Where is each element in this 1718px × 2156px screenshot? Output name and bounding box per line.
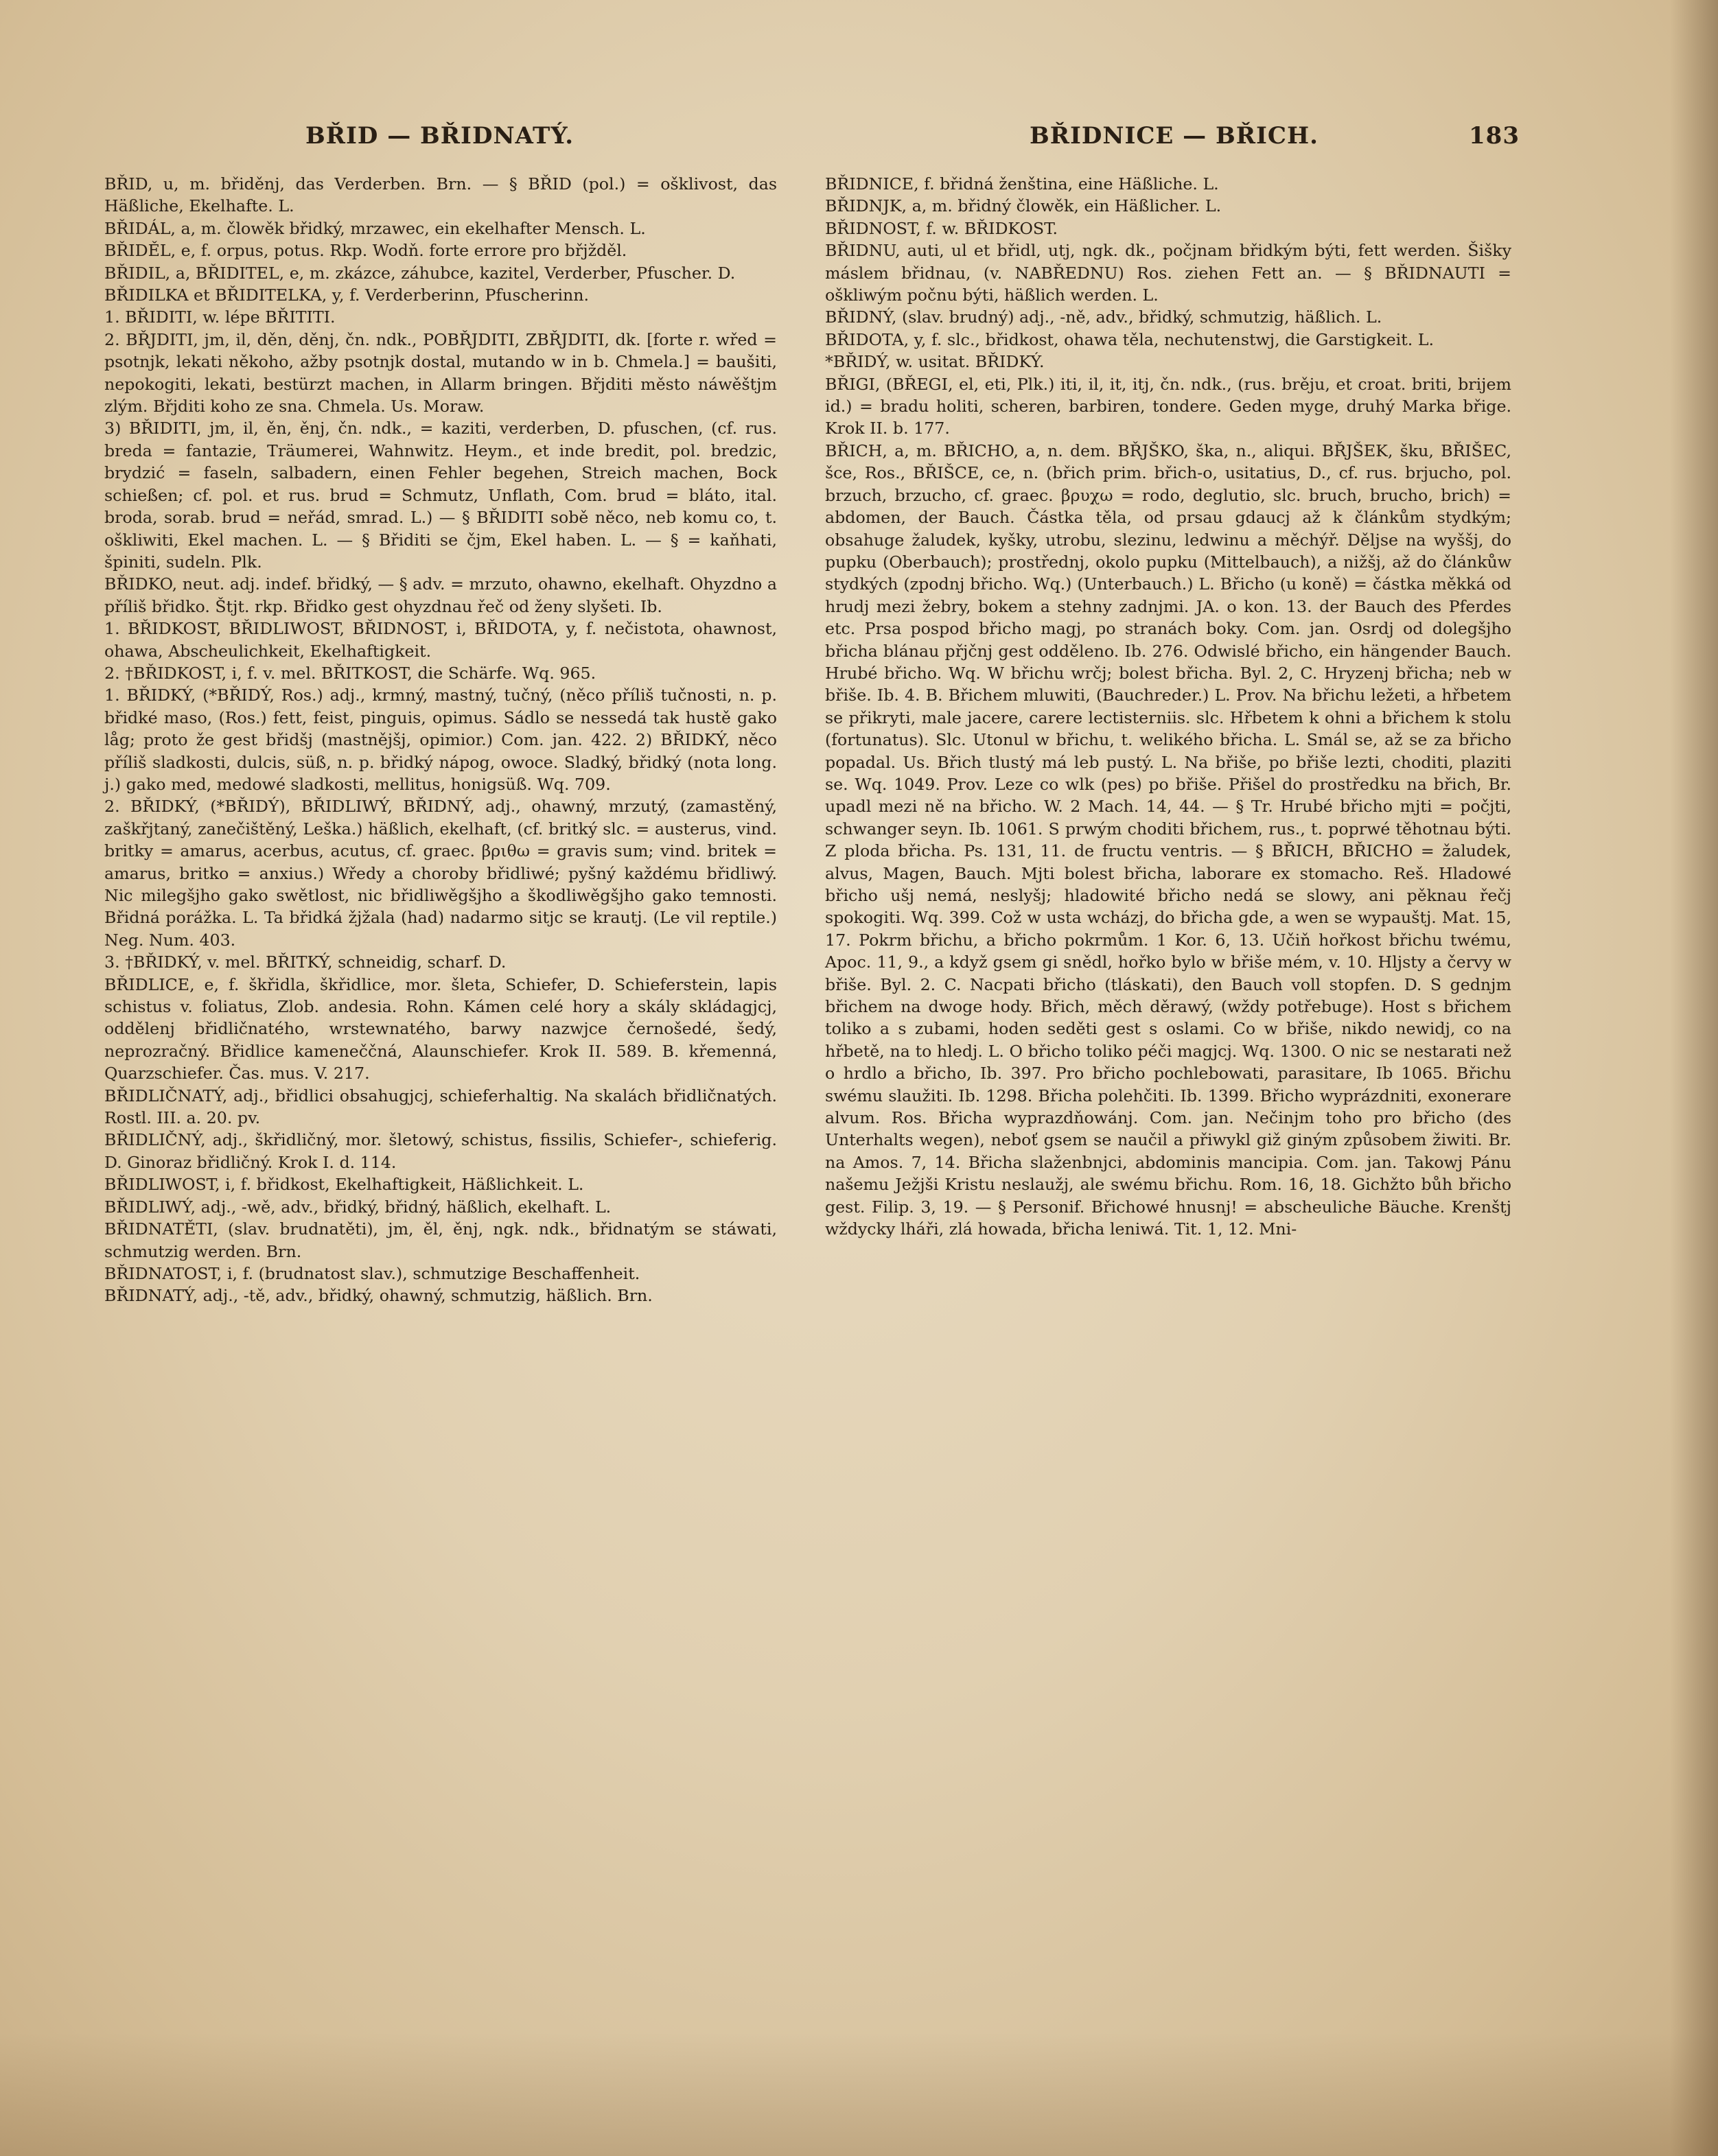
dictionary-entry: BŘIDILKA et BŘIDITELKA, y, f. Verderberinn, Pfuscherinn. <box>104 285 590 305</box>
dictionary-entry: BŘIDKO, neut. adj. indef. břidký, — § adv. = mrzuto, ohawno, ekelhaft. Ohyzdno a příliš břidko. Štjt. rkp. Břidko gest ohyzdnau řeč od ženy slyšeti. Ib. <box>104 574 777 616</box>
page-bottom-shadow <box>0 2032 1718 2156</box>
dictionary-entry: BŘIDNÝ, (slav. brudný) adj., -ně, adv., břidký, schmutzig, häßlich. L. <box>825 307 1382 327</box>
dictionary-entry: BŘIGI, (BŘEGI, el, eti, Plk.) iti, il, it, itj, čn. ndk., (rus. brěju, et croat. briti, brijem id.) = bradu holiti, scheren, barbiren, tondere. Geden myge, druhý Marka břige. Krok II. b. 177. <box>825 374 1511 438</box>
running-head-left: BŘID — BŘIDNATÝ. <box>305 122 574 150</box>
dictionary-entry: BŘIDNU, auti, ul et břidl, utj, ngk. dk., počjnam břidkým býti, fett werden. Šišky máslem břidnau, (v. NABŘEDNU) Ros. ziehen Fett an. — § BŘIDNAUTI = oškliwým počnu býti, häßlich werden. L. <box>825 241 1511 305</box>
dictionary-entry: BŘIDNOST, f. w. BŘIDKOST. <box>825 218 1058 238</box>
dictionary-entry: BŘIDÁL, a, m. člowěk břidký, mrzawec, ein ekelhafter Mensch. L. <box>104 218 646 238</box>
dictionary-entry: 1. BŘIDITI, w. lépe BŘITITI. <box>104 307 336 327</box>
dictionary-entry: 2. BŘIDKÝ, (*BŘIDÝ), BŘIDLIWÝ, BŘIDNÝ, adj., ohawný, mrzutý, (zamastěný, zaškřjtaný, zanečištěný, Leška.) häßlich, ekelhaft, (cf. britký slc. = austerus, vind. britky = amarus, acerbus, acutus, cf. graec. βριθω = gravis sum; vind. britek = amarus, britko = anxius.) Wředy a choroby břidliwé; pyšný každému břidliwý. Nic milegšjho gako swětlost, nic břidliwěgšjho a škodliwěgšjho gako temnosti. Břidná porážka. L. Ta břidká žjžala (had) nadarmo sitjc se krautj. (Le vil reptile.) Neg. Num. 403. <box>104 797 777 950</box>
dictionary-entry: BŘIDLIWOST, i, f. břidkost, Ekelhaftigkeit, Häßlichkeit. L. <box>104 1175 584 1195</box>
dictionary-entry: BŘIDĚL, e, f. orpus, potus. Rkp. Wodň. forte errore pro břjžděl. <box>104 241 627 261</box>
dictionary-entry: BŘIDNATĚTI, (slav. brudnatěti), jm, ěl, ěnj, ngk. ndk., břidnatým se stáwati, schmutzig werden. Brn. <box>104 1219 777 1261</box>
dictionary-entry: BŘIDIL, a, BŘIDITEL, e, m. zkázce, záhubce, kazitel, Verderber, Pfuscher. D. <box>104 263 736 283</box>
dictionary-entry: BŘID, u, m. břiděnj, das Verderben. Brn. — § BŘID (pol.) = ošklivost, das Häßliche, Ekelhafte. L. <box>104 174 777 216</box>
dictionary-entry: BŘICH, a, m. BŘICHO, a, n. dem. BŘJŠKO, ška, n., aliqui. BŘJŠEK, šku, BŘIŠEC, šce, Ros., BŘIŠCE, ce, n. (břich prim. břich-o, usitatius, D., cf. rus. brjucho, pol. brzuch, brzucho, cf. graec. βρυχω = rodo, deglutio, slc. bruch, brucho, brich) = abdomen, der Bauch. Částka těla, od prsau gdaucj až k článkům stydkým; obsahuge žaludek, kyšky, utrobu, slezinu, ledwinu a měchýř. Děljse na wyššj, do pupku (Oberbauch); prostřednj, okolo pupku (Mittelbauch), a nižšj, až do článkůw stydkých (zpodnj břicho. Wq.) (Unterbauch.) L. Břicho (u koně) = částka měkká od hrudj mezi žebry, bokem a stehny zadnjmi. JA. o kon. 13. der Bauch des Pferdes etc. Prsa pospod břicho magj, po stranách boky. Com. jan. Osrdj od dolegšjho břicha blánau přjčnj gest odděleno. Ib. 276. Odwislé břicho, ein hängender Bauch. Hrubé břicho. Wq. W břichu wrčj; bolest břicha. Byl. 2, C. Hryzenj břicha; neb w břiše. Ib. 4. B. Břichem mluwiti, (Bauchreder.) L. Prov. Na břichu ležeti, a hřbetem se přikryti, male jacere, carere lectisterniis. slc. Hřbetem k ohni a břichem k stolu (fortunatus). Slc. Utonul w břichu, t. welikého břicha. L. Smál se, až se za břicho popadal. Us. Břich tlustý má leb pustý. L. Na břiše, po břiše lezti, choditi, plaziti se. Wq. 1049. Prov. Leze co wlk (pes) po břiše. Přišel do prostředku na břich, Br. upadl mezi ně na břicho. W. 2 Mach. 14, 44. — § Tr. Hrubé břicho mjti = počjti, schwanger seyn. Ib. 1061. S prwým choditi břichem, rus., t. poprwé těhotnau býti. Z ploda břicha. Ps. 131, 11. de fructu ventris. — § BŘICH, BŘICHO = žaludek, alvus, Magen, Bauch. Mjti bolest břicha, laborare ex stomacho. Reš. Hladowé břicho ušj nemá, neslyšj; hladowité břicho nedá se slowy, ani pěknau řečj spokogiti. Wq. 399. Což w usta wcházj, do břicha gde, a wen se wypauštj. Mat. 15, 17. Pokrm břichu, a břicho pokrmům. 1 Kor. 6, 13. Učiň hořkost břichu twému, Apoc. 11, 9., a když gsem gi snědl, hořko bylo w břiše mém, v. 10. Hljsty a červy w břiše. Byl. 2. C. Nacpati břicho (tláskati), den Bauch voll stopfen. D. S gednjm břichem na dwoge hody. Břich, měch děrawý, (wždy potřebuge). Host s břichem toliko a s zubami, hoden seděti gest s oslami. Co w břiše, nikdo newidj, co na hřbetě, na to hledj. L. O břicho toliko péči magjcj. Wq. 1300. O nic se nestarati než o hrdlo a břicho, Ib. 397. Pro břicho pochlebowati, parasitare, Ib 1065. Břichu swému slaužiti. Ib. 1298. Břicha polehčiti. Ib. 1399. Břicho wyprázdniti, exonerare alvum. Ros. Břicha wyprazdňowánj. Com. jan. Nečinjm toho pro břicho (des Unterhalts wegen), neboť gsem se naučil a přiwykl giž giným způsobem žiwiti. Br. na Amos. 7, 14. Břicha slaženbnjci, abdominis mancipia. Com. jan. Takowj Pánu našemu Ježjši Kristu neslaužj, ale swému břichu. Rom. 16, 18. Gichžto bůh břicho gest. Filip. 3, 19. — § Personif. Břichowé hnusnj! = abscheuliche Bäuche. Krenštj wždycky lháři, zlá howada, břicha leniwá. Tit. 1, 12. Mni- <box>825 441 1511 1239</box>
dictionary-entry: BŘIDOTA, y, f. slc., břidkost, ohawa těla, nechutenstwj, die Garstigkeit. L. <box>825 329 1435 349</box>
dictionary-entry: BŘIDLIČNÝ, adj., škřidličný, mor. šletowý, schistus, fissilis, Schiefer-, schieferig. D. Ginoraz břidličný. Krok I. d. 114. <box>104 1130 777 1172</box>
dictionary-entry: *BŘIDÝ, w. usitat. BŘIDKÝ. <box>825 352 1045 372</box>
dictionary-entry: BŘIDLIČNATÝ, adj., břidlici obsahugjcj, schieferhaltig. Na skalách břidličnatých. Rostl. III. a. 20. pv. <box>104 1086 777 1128</box>
dictionary-entry: BŘIDNATOST, i, f. (brudnatost slav.), schmutzige Beschaffenheit. <box>104 1263 640 1283</box>
dictionary-entry: BŘIDNATÝ, adj., -tě, adv., břidký, ohawný, schmutzig, häßlich. Brn. <box>104 1286 653 1306</box>
dictionary-entry: 3. †BŘIDKÝ, v. mel. BŘITKÝ, schneidig, scharf. D. <box>104 952 507 972</box>
page-number: 183 <box>1469 122 1520 150</box>
dictionary-entry: 2. †BŘIDKOST, i, f. v. mel. BŘITKOST, die Schärfe. Wq. 965. <box>104 663 596 683</box>
page-edge-shadow <box>1670 0 1718 2156</box>
dictionary-entry: BŘIDNJK, a, m. břidný člowěk, ein Häßlicher. L. <box>825 196 1222 216</box>
dictionary-entry: 1. BŘIDKÝ, (*BŘIDÝ, Ros.) adj., krmný, mastný, tučný, (něco příliš tučnosti, n. p. břidké maso, (Ros.) fett, feist, pinguis, opimus. Sádlo se nessedá tak hustě gako låg; proto že gest břidšj (mastnějšj, opimior.) Com. jan. 422. 2) BŘIDKÝ, něco příliš sladkosti, dulcis, süß, n. p. břidký nápog, owoce. Sladký, břidký (nota long. j.) gako med, medowé sladkosti, mellitus, honigsüß. Wq. 709. <box>104 686 777 794</box>
running-head-right: BŘIDNICE — BŘICH. <box>1030 122 1319 150</box>
dictionary-entry: 2. BŘJDITI, jm, il, děn, děnj, čn. ndk., POBŘJDITI, ZBŘJDITI, dk. [forte r. wřed = psotnjk, lekati někoho, ažby psotnjk dostal, mutando w in b. Chmela.] = baušiti, nepokogiti, lekati, bestürzt machen, in Allarm bringen. Břjditi město náwěštjm zlým. Břjditi koho ze sna. Chmela. Us. Moraw. <box>104 329 777 417</box>
dictionary-entry: BŘIDLIWÝ, adj., -wě, adv., břidký, břidný, häßlich, ekelhaft. L. <box>104 1197 612 1217</box>
dictionary-entry: BŘIDNICE, f. břidná ženština, eine Häßliche. L. <box>825 174 1219 194</box>
dictionary-entry: 1. BŘIDKOST, BŘIDLIWOST, BŘIDNOST, i, BŘIDOTA, y, f. nečistota, ohawnost, ohawa, Abscheulichkeit, Ekelhaftigkeit. <box>104 619 777 661</box>
left-column <box>104 173 777 1307</box>
dictionary-entry: BŘIDLICE, e, f. škřidla, škřidlice, mor. šleta, Schiefer, D. Schieferstein, lapis schistus v. foliatus, Zlob. andesia. Rohn. Kámen celé hory a skály skládagjcj, oddělenj břidličnatého, wrstewnatého, barwy nazwjce černošedé, šedý, neprozračný. Břidlice kameneččná, Alaunschiefer. Krok II. 589. B. křemenná, Quarzschiefer. Čas. mus. V. 217. <box>104 974 777 1083</box>
dictionary-entry: 3) BŘIDITI, jm, il, ěn, ěnj, čn. ndk., = kaziti, verderben, D. pfuschen, (cf. rus. breda = fantazie, Träumerei, Wahnwitz. Heym., et inde bredit, pol. bredzic, brydzić = faseln, salbadern, einen Fehler begehen, Streich machen, Bock schießen; cf. pol. et rus. brud = Schmutz, Unflath, Com. brud = bláto, ital. broda, sorab. brud = neřád, smrad. L.) — § BŘIDITI sobě něco, neb komu co, t. oškliwiti, Ekel machen. L. — § Břiditi se čjm, Ekel haben. L. — § = kaňhati, špiniti, sudeln. Plk. <box>104 419 777 572</box>
right-column <box>825 173 1511 1241</box>
